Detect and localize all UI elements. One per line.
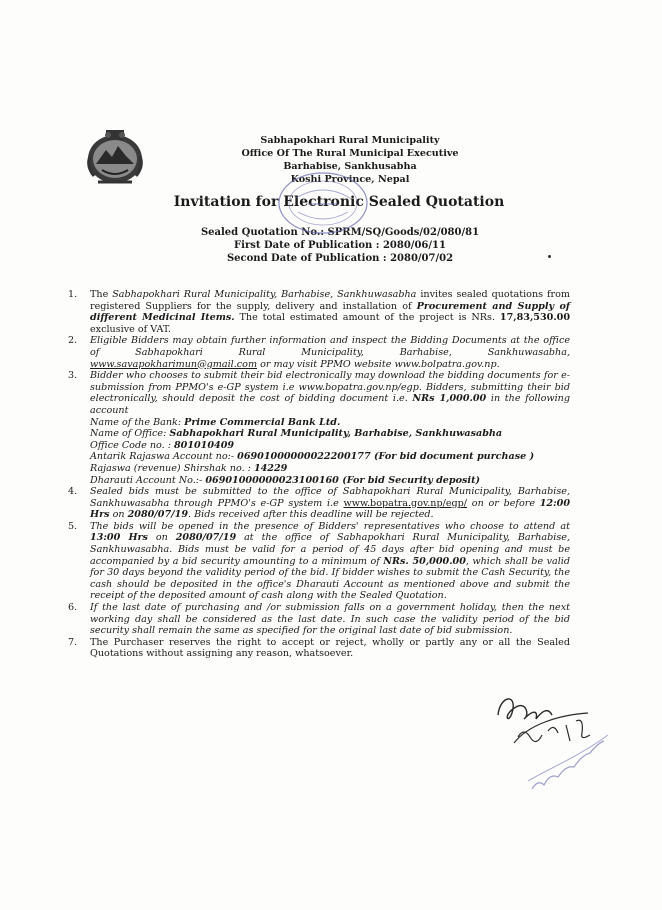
dharauti-value: 06901000000023100160 (For bid Security deposit): [205, 474, 481, 486]
clause-text: or may visit PPMO website www.bolpatra.gov.np.: [257, 358, 500, 370]
clause-text: Sealed bids must be submitted to the office of Sabhapokhari Rural Municipality, Barhabise, Sankhuwasabha through PPMO's e-GP system i.e: [90, 486, 570, 509]
antarik-account-line: [90, 451, 570, 463]
clause-text: The total estimated amount of the project is NRs.: [234, 312, 500, 324]
clause-4: [68, 486, 570, 521]
notice-title: Invitation for Electronic Sealed Quotation: [173, 194, 505, 210]
notice-body: [68, 289, 570, 660]
municipality-name: Sabhapokhari Rural Municipality: [260, 135, 440, 146]
clause-number: 4.: [68, 486, 78, 498]
bank-value: Prime Commercial Bank Ltd.: [184, 416, 341, 428]
clause-number: 1.: [68, 289, 78, 300]
opening-time: 13:00 Hrs: [90, 532, 148, 544]
clause-number: 7.: [68, 636, 78, 648]
office-location: Barhabise, Sankhusabha: [283, 161, 417, 172]
bid-security-amount: NRs. 50,000.00: [383, 555, 466, 567]
clause-text: invites sealed quotations from registered Suppliers for the supply, delivery and installation of: [90, 289, 570, 312]
clause-text: on: [147, 532, 176, 544]
clause-number: 3.: [68, 370, 78, 382]
office-code-line: [90, 440, 570, 452]
office-name: Office Of The Rural Municipal Executive: [241, 148, 459, 159]
shirshak-line: [90, 463, 570, 475]
clause-text: at the office of Sabhapokhari Rural Municipality, Barhabise, Sankhuwasabha. Bids must be valid for a period of 45 days after bid opening and must be accompanied by a bid security amounting to a minimum of: [90, 532, 570, 567]
speck: [548, 255, 551, 258]
submission-time: 12:00 Hrs: [90, 497, 570, 521]
clause-3: [68, 370, 570, 486]
shirshak-value: 14229: [253, 462, 288, 474]
clause-5: [68, 521, 570, 602]
submission-date: 2080/07/19: [127, 509, 189, 521]
clause-text: in the following account: [90, 393, 570, 416]
clause-1: [68, 289, 570, 335]
code-label: Office Code no. :: [90, 439, 174, 451]
clause-number: 6.: [68, 602, 78, 614]
municipality-ref: Sabhapokhari Rural Municipality, Barhabise, Sankhuwasabha: [112, 289, 417, 300]
dharauti-label: Dharauti Account No.:-: [90, 474, 206, 486]
office-name-line: [90, 428, 570, 440]
bank-label: Name of the Bank:: [90, 416, 185, 428]
code-value: 801010409: [173, 439, 235, 451]
project-name: Procurement and Supply of different Medicinal Items.: [90, 300, 570, 324]
email-link[interactable]: www.savapokharimun@gmail.com: [90, 358, 258, 370]
clause-text: , which shall be valid for 30 days beyond the validity period of the bid. If bidder wishes to submit the Cash Security, the cash should be deposited in the office's Dharauti Account as mentioned above and submit the receipt of the deposited amount of cash along with the Sealed Quotation.: [90, 555, 571, 602]
quotation-number: Sealed Quotation No.: SPRM/SQ/Goods/02/080/81: [200, 227, 480, 238]
signature-and-seal: [478, 685, 618, 795]
clause-7: [68, 637, 570, 660]
clause-number: 2.: [68, 335, 78, 347]
shirshak-label: Rajaswa (revenue) Shirshak no. :: [90, 462, 254, 474]
reference-block: [170, 226, 510, 265]
second-publication-date: Second Date of Publication : 2080/07/02: [226, 253, 454, 264]
clause-2: [68, 335, 570, 370]
clause-text: The Purchaser reserves the right to accept or reject, wholly or partly any or all the Sealed Quotations without assigning any reason, whatsoever.: [90, 636, 570, 660]
office-value: Sabhapokhari Rural Municipality, Barhabise, Sankhuwasabha: [169, 428, 503, 440]
letterhead: [190, 134, 510, 186]
clause-text: exclusive of VAT.: [90, 323, 171, 335]
clause-text: Bidder who chooses to submit their bid electronically may download the bidding documents for e-submission from PPMO's e-GP system i.e www.bopatra.gov.np/egp. Bidders, submitting their bid electronically, should deposit the cost of bidding document i.e.: [90, 370, 570, 405]
dharauti-account-line: [90, 475, 570, 487]
antarik-label: Antarik Rajaswa Account no:-: [90, 451, 238, 463]
clause-text: . Bids received after this deadline will be rejected.: [188, 509, 434, 521]
opening-date: 2080/07/19: [175, 532, 237, 544]
first-publication-date: First Date of Publication : 2080/06/11: [234, 240, 446, 251]
government-emblem-logo: [84, 126, 146, 188]
clause-text: If the last date of purchasing and /or submission falls on a government holiday, then the next working day shall be considered as the last date. In such case the validity period of the bid security shall remain the same as specified for the original last date of bid submission.: [90, 602, 570, 637]
clause-number: 5.: [68, 520, 78, 532]
clause-text: on or before: [467, 497, 540, 509]
province: Koshi Province, Nepal: [290, 174, 410, 185]
egp-link[interactable]: www.bopatra.gov.np/egp/: [343, 497, 468, 509]
clause-text: Eligible Bidders may obtain further information and inspect the Bidding Documents at the office of Sabhapokhari Rural Municipality, Barhabise, Sankhuwasabha,: [90, 335, 570, 358]
bank-name-line: [90, 417, 570, 429]
antarik-value: 06901000000022200177 (For bid document purchase ): [237, 451, 535, 463]
document-cost: NRs 1,000.00: [412, 393, 487, 405]
clause-text: on: [109, 509, 128, 521]
estimated-amount: 17,83,530.00: [499, 312, 571, 324]
office-label: Name of Office:: [90, 428, 170, 440]
clause-text: The: [90, 289, 113, 300]
clause-text: The bids will be opened in the presence of Bidders' representatives who choose to attend at: [90, 520, 570, 532]
clause-6: [68, 602, 570, 637]
